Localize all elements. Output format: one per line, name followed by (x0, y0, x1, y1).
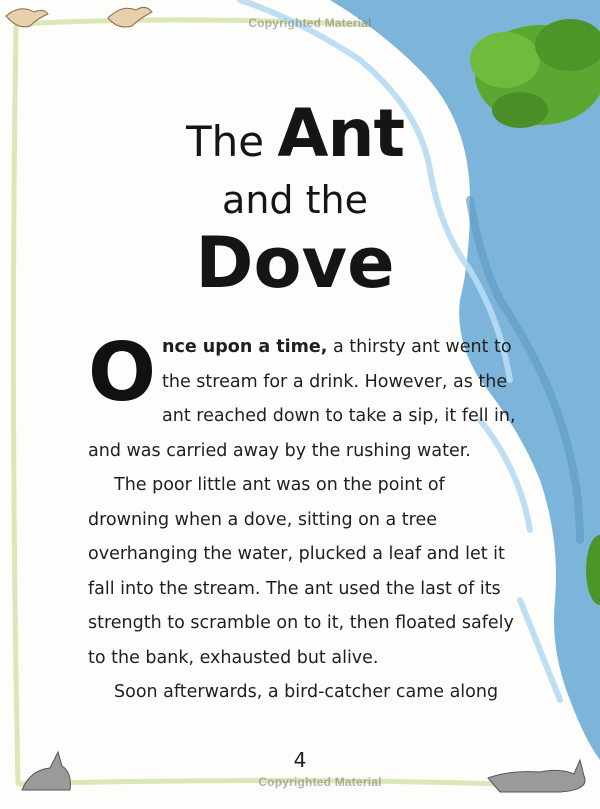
paragraph-1 (88, 326, 518, 468)
title-line-1 (150, 95, 440, 172)
title-word-ant: Ant (277, 95, 405, 172)
paragraph-3: Soon afterwards, a bird-catcher came along (114, 682, 499, 702)
watermark-bottom: Copyrighted Material (258, 775, 382, 789)
story-text (88, 326, 518, 710)
title-line-2: and the (222, 178, 368, 222)
drop-cap: O (88, 326, 157, 419)
opening-phrase: nce upon a time, (162, 337, 328, 357)
paragraph-1-text: a thirsty ant went to the stream for a drink. However, as the ant reached down to take a sip, it fell in, and was carried away by the rushing water. (88, 337, 516, 461)
title-line-3: Dove (195, 222, 395, 304)
title-word-the: The (185, 117, 265, 166)
paragraph-2: The poor little ant was on the point of drowning when a dove, sitting on a tree overhanging the water, plucked a leaf and let it fall into the stream. The ant used the last of its strength to scramble on to it, then floated safely to the bank, exhausted but alive. (88, 475, 514, 668)
watermark-top: Copyrighted Material (248, 16, 372, 30)
page-number: 4 (293, 748, 307, 772)
